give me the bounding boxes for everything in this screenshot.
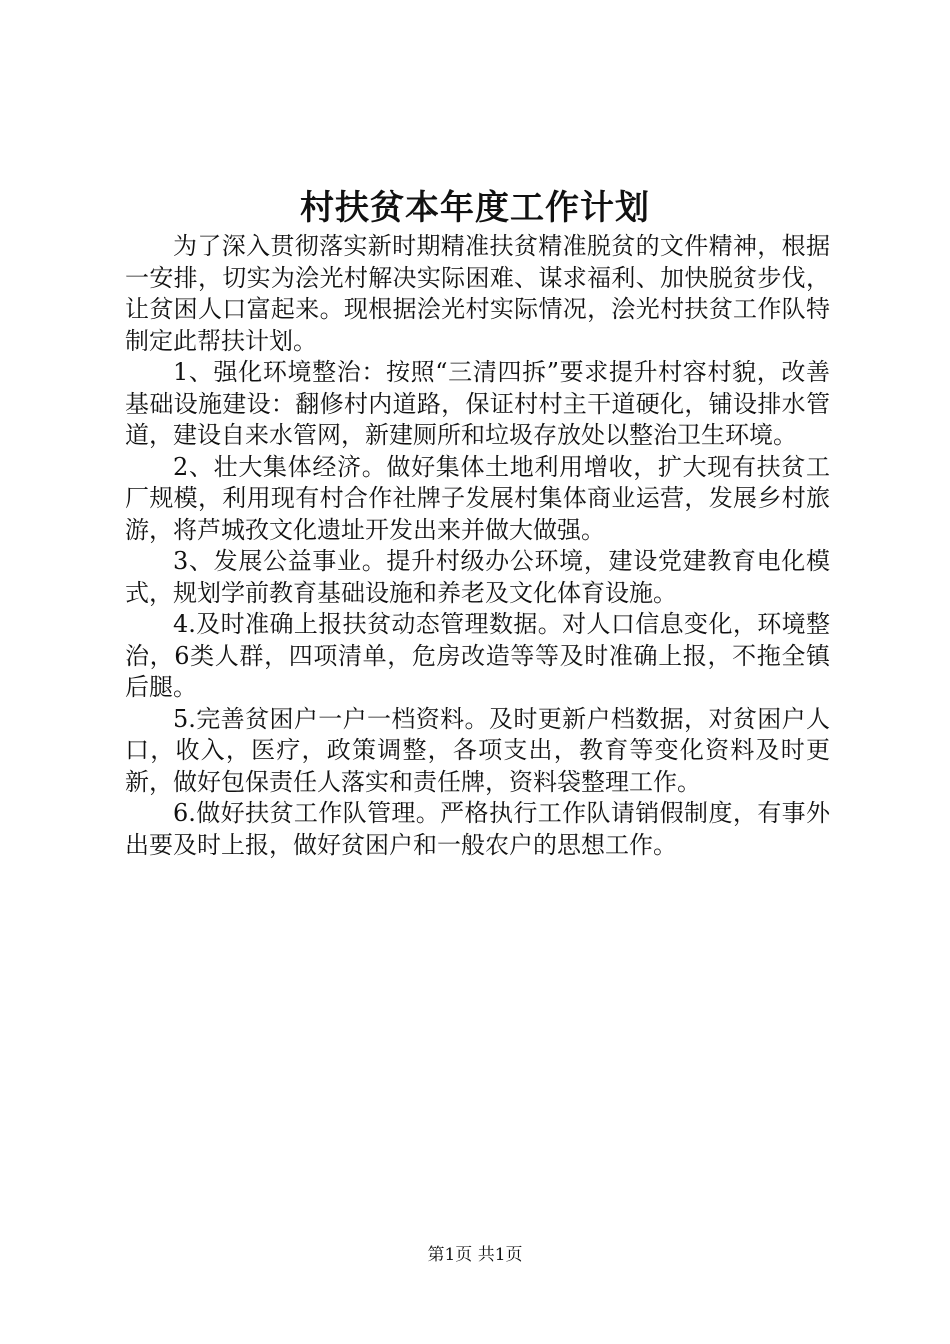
item-paragraph-5: 5.完善贫困户一户一档资料。及时更新户档数据，对贫困户人口，收入，医疗，政策调整，各项支出，教育等变化资料及时更新，做好包保责任人落实和责任牌，资料袋整理工作。 xyxy=(125,704,830,796)
item-paragraph-1: 1、强化环境整治：按照“三清四拆”要求提升村容村貌，改善基础设施建设：翻修村内道路，保证村村主干道硬化，铺设排水管道，建设自来水管网，新建厕所和垃圾存放处以整治卫生环境。 xyxy=(125,358,830,449)
item-paragraph-2: 2、壮大集体经济。做好集体土地利用增收，扩大现有扶贫工厂规模，利用现有村合作社牌子发展村集体商业运营，发展乡村旅游，将芦城孜文化遗址开发出来并做大做强。 xyxy=(125,452,830,544)
intro-paragraph: 为了深入贯彻落实新时期精准扶贫精准脱贫的文件精神，根据一安排，切实为浍光村解决实际困难、谋求福利、加快脱贫步伐，让贫困人口富起来。现根据浍光村实际情况，浍光村扶贫工作队特制定此帮扶计划。 xyxy=(125,232,830,355)
item-paragraph-3: 3、发展公益事业。提升村级办公环境，建设党建教育电化模式，规划学前教育基础设施和养老及文化体育设施。 xyxy=(125,547,830,607)
document-body xyxy=(125,231,830,861)
item-paragraph-4: 4.及时准确上报扶贫动态管理数据。对人口信息变化，环境整治，6类人群，四项清单，危房改造等等及时准确上报，不拖全镇后腿。 xyxy=(125,610,830,701)
document-title: 村扶贫本年度工作计划 xyxy=(300,188,650,228)
item-paragraph-6: 6.做好扶贫工作队管理。严格执行工作队请销假制度，有事外出要及时上报，做好贫困户和一般农户的思想工作。 xyxy=(125,799,830,859)
page-footer: 第1页 共1页 xyxy=(427,1245,523,1265)
